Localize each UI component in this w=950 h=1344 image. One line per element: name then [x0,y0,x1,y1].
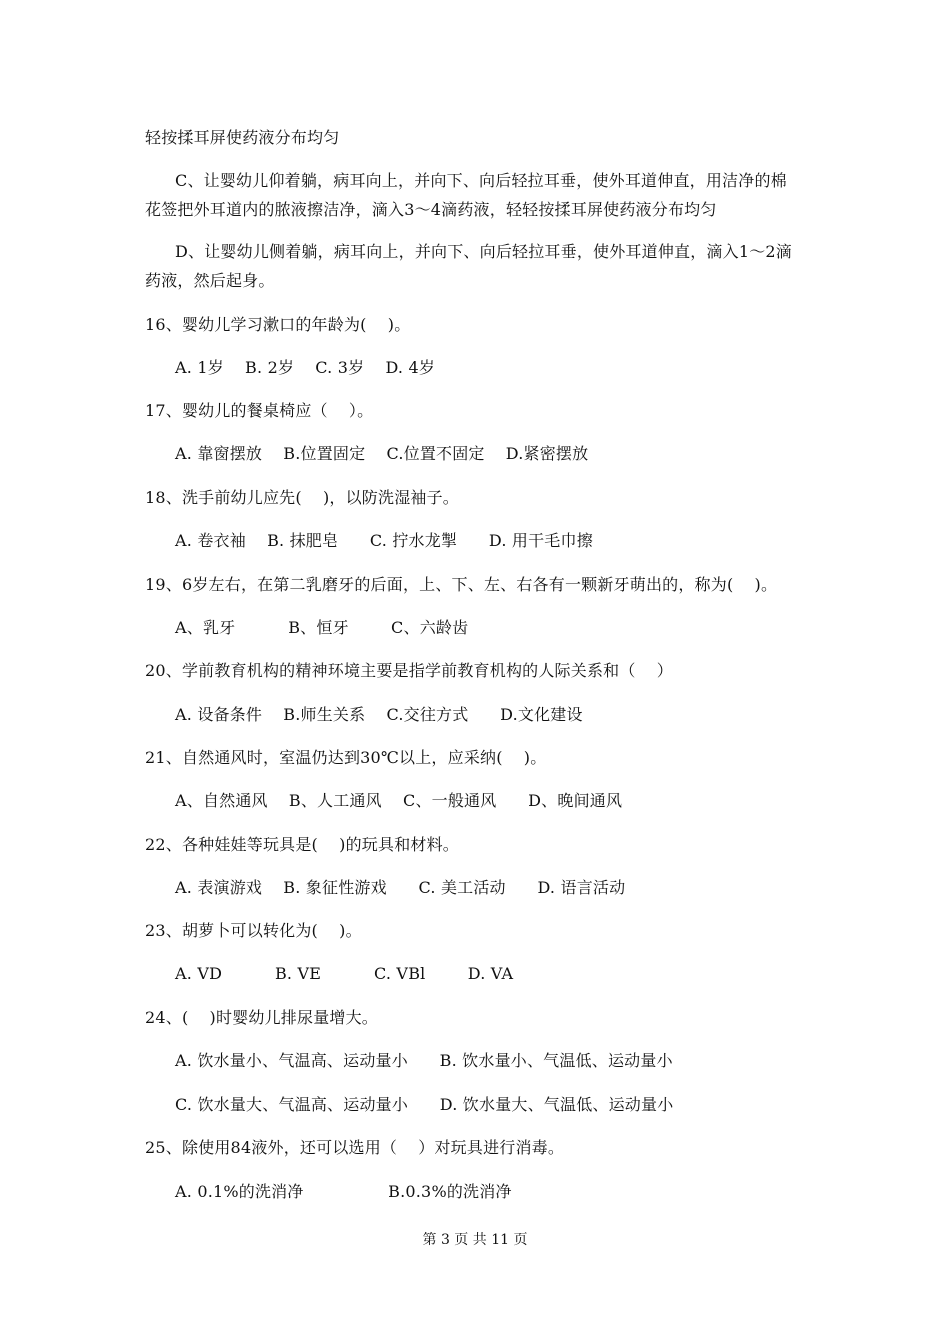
question-18-options: A. 卷衣袖 B. 抹肥皂 C. 拧水龙掣 D. 用干毛巾擦 [175,531,593,550]
question-16: 16、婴幼儿学习漱口的年龄为( )。 [145,315,411,334]
question-24-options-cd: C. 饮水量大、气温高、运动量小 D. 饮水量大、气温低、运动量小 [175,1095,674,1114]
question-22: 22、各种娃娃等玩具是( )的玩具和材料。 [145,835,459,854]
question-20: 20、学前教育机构的精神环境主要是指学前教育机构的人际关系和（ ） [145,661,673,680]
question-19-options: A、乳牙 B、恒牙 C、六龄齿 [175,618,469,637]
question-24: 24、( )时婴幼儿排尿量增大。 [145,1008,378,1027]
question-22-options: A. 表演游戏 B. 象征性游戏 C. 美工活动 D. 语言活动 [175,878,626,897]
question-23: 23、胡萝卜可以转化为( )。 [145,921,362,940]
question-21-options: A、自然通风 B、人工通风 C、一般通风 D、晚间通风 [175,791,623,810]
question-20-options: A. 设备条件 B.师生关系 C.交往方式 D.文化建设 [175,705,583,724]
option-d-line-2: 药液，然后起身。 [145,271,275,290]
option-d-line-1: D、让婴幼儿侧着躺，病耳向上，并向下、向后轻拉耳垂，使外耳道伸直，滴入1～2滴 [175,242,792,261]
question-16-options: A. 1岁 B. 2岁 C. 3岁 D. 4岁 [175,358,436,377]
option-c-line-2: 花签把外耳道内的脓液擦洁净，滴入3～4滴药液，轻轻按揉耳屏使药液分布均匀 [145,200,717,219]
question-17: 17、婴幼儿的餐桌椅应（ ）。 [145,401,374,420]
question-21: 21、自然通风时，室温仍达到30℃以上，应采纳( )。 [145,748,547,767]
question-24-options-ab: A. 饮水量小、气温高、运动量小 B. 饮水量小、气温低、运动量小 [175,1051,673,1070]
text-line-continuation: 轻按揉耳屏使药液分布均匀 [145,128,340,147]
question-23-options: A. VD B. VE C. VBl D. VA [175,964,514,983]
question-25: 25、除使用84液外，还可以选用（ ）对玩具进行消毒。 [145,1138,565,1157]
page-number-footer: 第 3 页 共 11 页 [422,1232,528,1248]
question-17-options: A. 靠窗摆放 B.位置固定 C.位置不固定 D.紧密摆放 [175,444,589,463]
question-18: 18、洗手前幼儿应先( )，以防洗湿袖子。 [145,488,459,507]
question-19: 19、6岁左右，在第二乳磨牙的后面，上、下、左、右各有一颗新牙萌出的，称为( )。 [145,575,778,594]
question-25-options: A. 0.1%的洗消净 B.0.3%的洗消净 [175,1182,512,1201]
option-c-line-1: C、让婴幼儿仰着躺，病耳向上，并向下、向后轻拉耳垂，使外耳道伸直，用洁净的棉 [175,171,787,190]
